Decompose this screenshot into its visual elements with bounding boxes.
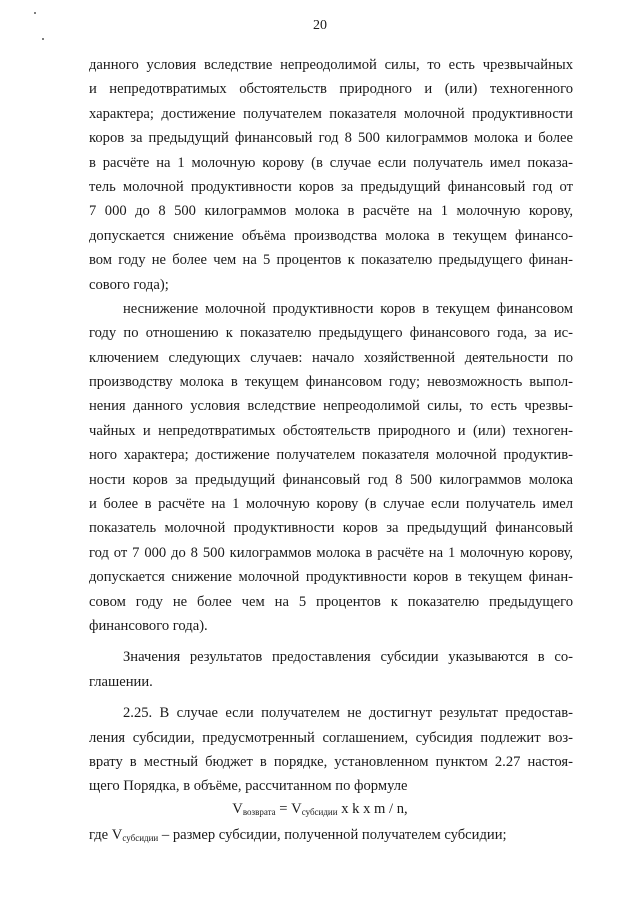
text-line: ного характера; достижение получателем показателя молочной продуктив-: [89, 447, 573, 464]
paragraph: [89, 53, 573, 297]
formula-operator: =: [275, 801, 292, 817]
scan-speck: [42, 38, 44, 40]
text-line: 7 000 до 8 500 килограммов молока в расчёте на 1 молочную корову,: [89, 203, 573, 220]
text-line: ключением следующих случаев: начало хозяйственной деятельности по: [89, 349, 573, 366]
text-line: данного условия вследствие непреодолимой силы, то есть чрезвычайных: [89, 57, 573, 73]
formula-symbol: V: [291, 801, 302, 817]
formula-symbol: V: [232, 801, 243, 817]
text-line: глашении.: [89, 673, 153, 690]
text-line: Значения результатов предоставления субсидии указываются в со-: [123, 649, 573, 666]
definition-subscript: субсидии: [122, 833, 159, 843]
text-line: коров за предыдущий финансовый год 8 500 килограммов молока и более: [89, 130, 573, 147]
definition-text: – размер субсидии, полученной получателем субсидии;: [158, 827, 507, 843]
text-line: ления субсидии, предусмотренный соглашением, субсидия подлежит воз-: [89, 729, 573, 746]
paragraph: [89, 645, 573, 694]
text-line: тель молочной продуктивности коров за предыдущий финансовый год от: [89, 178, 573, 195]
text-line: допускается снижение объёма производства молока в текущем финансо-: [89, 227, 573, 244]
text-line: сового года);: [89, 276, 169, 293]
page-number: 20: [313, 18, 327, 33]
text-line: совом году не более чем на 5 процентов к показателю предыдущего: [89, 593, 573, 610]
text-line: допускается снижение молочной продуктивности коров в текущем финан-: [89, 569, 573, 586]
paragraph: [89, 701, 573, 799]
text-line: неснижение молочной продуктивности коров в текущем финансовом: [123, 300, 573, 317]
paragraph: [89, 297, 573, 638]
text-line: производству молока в текущем финансовом году; невозможность выпол-: [89, 374, 573, 391]
text-line: год от 7 000 до 8 500 килограммов молока в расчёте на 1 молочную корову,: [89, 544, 573, 561]
text-line: финансового года).: [89, 617, 208, 634]
text-line: показатель молочной продуктивности коров за предыдущий финансовый: [89, 520, 573, 537]
text-line: и более в расчёте на 1 молочную корову (в случае если получатель имел: [89, 496, 573, 513]
text-line: врату в местный бюджет в порядке, установленном пунктом 2.27 настоя-: [89, 753, 573, 770]
formula-subscript: субсидии: [301, 807, 338, 817]
text-line: ности коров за предыдущий финансовый год 8 500 килограммов молока: [89, 471, 573, 488]
document-body: [89, 53, 573, 799]
text-line: вом году не более чем на 5 процентов к показателю предыдущего финан-: [89, 252, 573, 269]
text-line: году по отношению к показателю предыдущего финансового года, за ис-: [89, 325, 573, 342]
formula-expression: x k x m / n,: [337, 801, 408, 817]
definition-prefix: где V: [89, 827, 123, 843]
text-line: характера; достижение получателем показателя молочной продуктивности: [89, 105, 573, 122]
scan-speck: [34, 12, 36, 14]
text-line: в расчёте на 1 молочную корову (в случае если получатель имел показа-: [89, 154, 573, 171]
text-line: и непредотвратимых обстоятельств природного и (или) техногенного: [89, 81, 573, 98]
text-line: щего Порядка, в объёме, рассчитанном по формуле: [89, 778, 408, 795]
text-line: 2.25. В случае если получателем не достигнут результат предостав-: [123, 705, 573, 722]
text-line: нения данного условия вследствие непреодолимой силы, то есть чрезвы-: [89, 398, 573, 415]
formula: [0, 797, 640, 824]
text-line: чайных и непредотвратимых обстоятельств природного и (или) техноген-: [89, 422, 573, 439]
formula-definition: [89, 823, 573, 850]
formula-subscript: возврата: [242, 807, 276, 817]
